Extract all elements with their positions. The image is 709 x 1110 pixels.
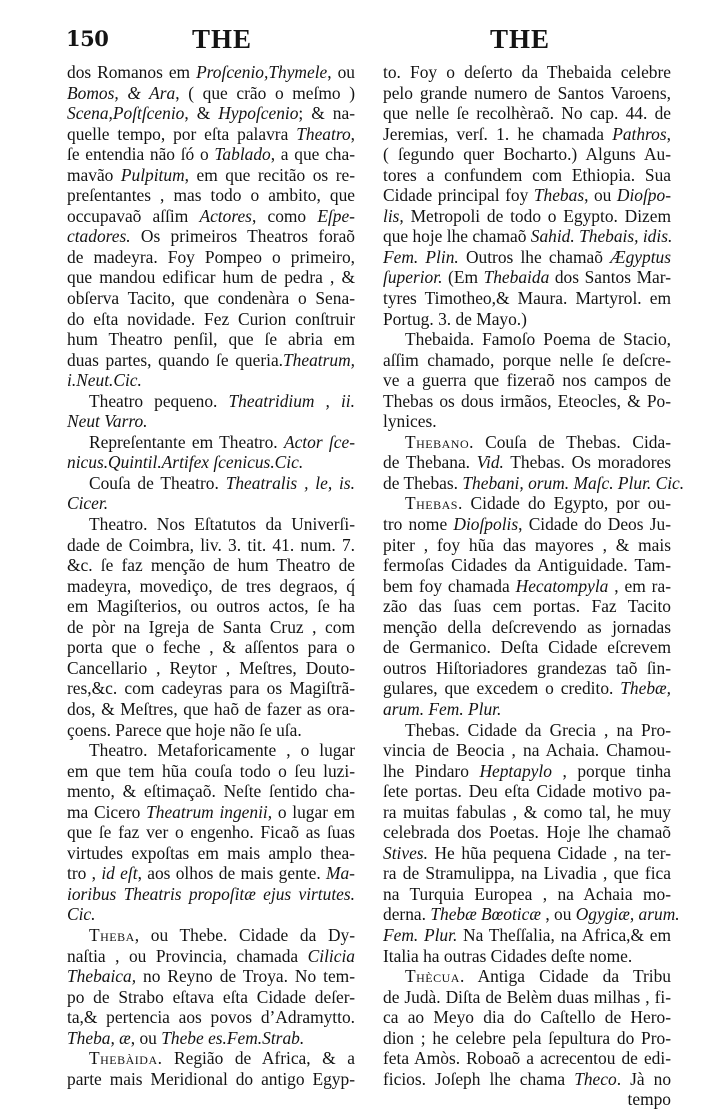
italic-text: Actores	[199, 205, 252, 226]
italic-text: Thebaida	[483, 267, 550, 288]
roman-text: feta Amòs. Roboaõ a acrecentou de edi-	[383, 1048, 671, 1069]
text-line	[67, 124, 355, 145]
roman-text: dion ; he celebre pela ſepultura do Pro-	[383, 1027, 671, 1048]
text-line	[383, 761, 671, 782]
roman-text: . Jà no	[616, 1068, 672, 1089]
roman-text: porta que o feche , & aſſentos para o	[67, 637, 355, 658]
text-line	[383, 432, 671, 453]
text-line	[383, 925, 671, 946]
roman-text: ve a guerra que fizeraõ nos campos de	[383, 370, 671, 391]
roman-text: obſerva Tacito, que condenàra o Sena-	[67, 288, 355, 309]
roman-text: de Thebas.	[383, 472, 463, 493]
italic-text: Scena,Poſtſcenio	[67, 103, 185, 124]
roman-text: , em ra-	[608, 575, 671, 596]
roman-text: occupavaõ aſſim	[67, 205, 200, 226]
roman-text: dade de Coimbra, liv. 3. tit. 41. num. 7.	[67, 534, 355, 555]
text-line	[383, 144, 671, 165]
page-number: 150	[66, 26, 109, 51]
running-head-right: THE	[490, 24, 551, 54]
italic-text: Theba, æ	[67, 1027, 131, 1048]
text-line	[67, 247, 355, 268]
roman-text: res,&c. com cadeyras para os Magiſtrã-	[67, 678, 355, 699]
text-line	[67, 1048, 355, 1069]
roman-text: tores a confundem com Ethiopia. Sua	[383, 164, 671, 185]
roman-text: Theatro. Metaforicamente , o lugar	[89, 740, 355, 761]
text-line	[67, 781, 355, 802]
text-line	[67, 103, 355, 124]
roman-text: ſe entendia não ſó o	[67, 144, 215, 165]
roman-text: Na Theſſalia, na Africa,& em	[457, 924, 671, 945]
roman-text: , ou	[584, 185, 617, 206]
text-line	[383, 493, 671, 514]
text-line	[67, 432, 355, 453]
roman-text: dos, & Meſtres, que haõ de fazer as ora-	[67, 698, 355, 719]
italic-text: Thebas	[533, 185, 585, 206]
roman-text: Região de Africa, & a	[162, 1048, 355, 1069]
left-column	[67, 62, 355, 1089]
roman-text: . Couſa de Thebas. Cida-	[469, 431, 671, 452]
roman-text: em que tem hũa couſa todo o ſeu luzi-	[67, 760, 355, 781]
roman-text: dos Romanos em	[67, 62, 197, 82]
roman-text: He hũa pequena Cidade , na ter-	[427, 842, 671, 863]
roman-text: ,	[350, 123, 355, 144]
roman-text: ca ao Meyo dia do Caſtello de Hero-	[383, 1007, 671, 1028]
catchword	[383, 1089, 671, 1110]
entry-headword: Thebàida.	[89, 1048, 163, 1069]
text-line	[67, 637, 355, 658]
italic-text: arum. Fem. Plur.	[383, 698, 502, 719]
roman-text: , ou Thebe. Cidade da Dy-	[134, 924, 355, 945]
text-line	[383, 247, 671, 268]
italic-text: Fem. Plur.	[383, 924, 458, 945]
text-line	[67, 720, 355, 741]
text-line	[67, 514, 355, 535]
text-line	[383, 165, 671, 186]
text-line	[67, 62, 355, 83]
roman-text: , porque tinha	[551, 760, 671, 781]
roman-text: celebrada dos Poetas. Hoje lhe chamaõ	[383, 822, 671, 843]
roman-text: . Cidade do Egypto, por ou-	[457, 493, 671, 514]
roman-text: Portug. 3. de Mayo.)	[383, 308, 527, 329]
text-line	[383, 781, 671, 802]
italic-text: Dioſpo-	[616, 185, 671, 206]
roman-text: de pòr na Igreja de Santa Cruz , com	[67, 616, 355, 637]
roman-text: Thebaida. Famoſo Poema de Stacio,	[405, 329, 671, 350]
roman-text: , ou	[540, 904, 576, 925]
text-line	[383, 966, 671, 987]
roman-text: Os primeiros Theatros foraõ	[130, 226, 355, 247]
italic-text: Thebani, orum. Maſc. Plur. Cic.	[462, 472, 685, 493]
roman-text: outros Hiſtoriadores grandezas taõ ſin-	[383, 657, 671, 678]
roman-text: virtudes expoſtas em mais amplo thea-	[67, 842, 355, 863]
text-line	[67, 822, 355, 843]
text-line	[383, 658, 671, 679]
text-line	[383, 822, 671, 843]
text-line	[67, 843, 355, 864]
text-line	[67, 658, 355, 679]
text-line	[67, 1069, 355, 1090]
text-line	[383, 514, 671, 535]
roman-text: Thebas. Cidade da Grecia , na Pro-	[405, 719, 671, 740]
roman-text: que ſe faz ver o engenho. Ficaõ as ſuas	[67, 822, 355, 843]
roman-text: çoens. Parece que hoje não ſe uſa.	[67, 719, 302, 740]
text-line	[67, 370, 355, 391]
italic-text: Actor ſce-	[283, 431, 355, 452]
text-line	[67, 535, 355, 556]
roman-text: po de Strabo eſtava eſta Cidade deſer-	[67, 986, 355, 1007]
text-line	[67, 329, 355, 350]
text-line	[67, 925, 355, 946]
roman-text: em Magiſterios, ou outros actos, ſe ha	[67, 596, 355, 617]
text-line	[67, 576, 355, 597]
text-line	[67, 761, 355, 782]
text-line	[383, 863, 671, 884]
text-line	[383, 370, 671, 391]
roman-text: Repreſentante em Theatro.	[89, 431, 284, 452]
roman-text: ; & na-	[298, 103, 355, 124]
text-line	[67, 740, 355, 761]
italic-text: Hecatompyla	[515, 575, 609, 596]
roman-text: parte mais Meridional do antigo Egyp-	[67, 1068, 355, 1089]
roman-text: bem foy chamada	[383, 575, 516, 596]
italic-text: Thebæ Bœoticæ	[430, 904, 541, 925]
italic-text: Theatrum ingenii	[146, 801, 268, 822]
roman-text: Thebas os dous irmãos, Eteocles, & Po-	[383, 390, 671, 411]
italic-text: Thebæ,	[620, 678, 671, 699]
entry-headword: Thècua	[405, 966, 460, 987]
roman-text: mento, & eſtimaçaõ. Neſte ſentido cha-	[67, 781, 355, 802]
roman-text: ,	[666, 123, 671, 144]
text-line	[383, 472, 685, 494]
roman-text: Jeremias, verſ. 1. he chamada	[383, 123, 613, 144]
italic-text: ctadores.	[67, 226, 131, 247]
roman-text: Italia ha outras Cidades deſte nome.	[383, 945, 633, 966]
text-line	[383, 720, 671, 741]
roman-text: , ou	[130, 1027, 162, 1048]
roman-text: , em que recitão os re-	[184, 164, 355, 185]
text-line	[383, 843, 671, 864]
text-line	[383, 1048, 671, 1069]
italic-text: Thebe es.Fem.Strab.	[161, 1027, 305, 1048]
italic-text: Heptapylo	[479, 760, 552, 781]
italic-text: Fem. Plin.	[383, 246, 459, 267]
roman-text: piter , foy hũa das mayores , & mais	[383, 534, 671, 555]
roman-text: Couſa de Theatro.	[89, 472, 226, 493]
text-line	[67, 185, 355, 206]
roman-text: Theatro pequeno.	[89, 390, 229, 411]
text-line	[383, 946, 671, 967]
italic-text: Neut Varro.	[67, 411, 148, 432]
roman-text: , &	[184, 103, 219, 124]
italic-text: Sahid. Thebais, idis.	[530, 226, 673, 247]
roman-text: &c. ſe faz menção de hum Theatro de	[67, 555, 355, 576]
text-line	[67, 267, 355, 288]
right-column	[383, 62, 685, 1110]
italic-text: Ogygiæ, arum.	[575, 904, 680, 925]
text-line	[383, 288, 671, 309]
italic-text: Ma-	[326, 863, 355, 884]
italic-text: Vid.	[476, 452, 504, 473]
roman-text: no Reyno de Troya. No tem-	[136, 966, 355, 987]
text-line	[67, 617, 355, 638]
text-line	[383, 350, 671, 371]
text-line	[383, 678, 671, 699]
text-line	[383, 83, 671, 104]
roman-text: Cidade principal foy	[383, 185, 534, 206]
roman-text: Metropoli de todo o Egypto. Dizem	[403, 205, 671, 226]
text-line	[67, 83, 355, 104]
italic-text: Proſcenio,Thymele	[196, 62, 328, 82]
roman-text: ta,& pertencia aos povos d’Adramytto.	[67, 1007, 355, 1028]
text-line	[67, 165, 355, 186]
italic-text: lis,	[383, 205, 404, 226]
roman-text: , aos olhos de mais gente.	[137, 863, 326, 884]
roman-text: Theatro. Nos Eſtatutos da Univerſi-	[89, 514, 355, 535]
italic-text: Bomos, & Ara	[67, 82, 176, 103]
italic-text: Hypoſcenio	[218, 103, 299, 124]
roman-text: tro nome	[383, 514, 454, 535]
italic-text: Pathros	[612, 123, 667, 144]
roman-text: Thebas. Os moradores	[503, 452, 671, 473]
text-line	[383, 124, 671, 145]
roman-text: , o lugar em	[267, 801, 355, 822]
text-line	[383, 185, 671, 206]
italic-text: Pulpitum	[120, 164, 185, 185]
roman-text: aſſim chamado, porque nelle ſe deſcre-	[383, 349, 671, 370]
text-line	[67, 226, 355, 247]
roman-text: , a que cha-	[270, 144, 355, 165]
text-line	[67, 863, 355, 884]
roman-text: pelo grande numero de Santos Varoens,	[383, 82, 671, 103]
roman-text: de madeyra. Foy Pompeo o primeiro,	[67, 246, 355, 267]
roman-text: tyres Timotheo,& Maura. Martyrol. em	[383, 288, 671, 309]
roman-text: menção della deſcrevendo as jornadas	[383, 616, 671, 637]
italic-text: Cicer.	[67, 493, 109, 514]
text-line	[383, 740, 671, 761]
text-line	[383, 226, 671, 247]
text-line	[67, 288, 355, 309]
roman-text: hum Theatro penſil, que ſe abria em	[67, 329, 355, 350]
text-line	[67, 473, 355, 494]
italic-text: Theatro	[296, 123, 351, 144]
text-line	[67, 1007, 355, 1028]
italic-text: ioribus Theatris propoſitæ ejus virtutes.	[67, 883, 355, 904]
roman-text: to. Foy o deſerto da Thebaida celebre	[383, 62, 671, 82]
text-line	[383, 884, 671, 905]
text-line	[67, 350, 355, 371]
roman-text: vincia de Beocia , na Achaia. Chamou-	[383, 740, 671, 761]
text-line	[383, 987, 671, 1008]
italic-text: Stives.	[383, 842, 428, 863]
roman-text: lhe Pindaro	[383, 760, 480, 781]
italic-text: Theatridium , ii.	[228, 390, 355, 411]
text-line	[67, 391, 355, 412]
roman-text: ſete portas. Deu eſta Cidade motivo pa-	[383, 781, 671, 802]
text-line	[67, 555, 355, 576]
text-line	[67, 987, 355, 1008]
text-line	[383, 267, 671, 288]
roman-text: , como	[251, 205, 318, 226]
roman-text: , ( que crão o meſmo )	[175, 82, 355, 103]
roman-text: de Thebana.	[383, 452, 477, 473]
italic-text: Thebaica,	[67, 966, 137, 987]
text-line	[67, 206, 355, 227]
text-line	[383, 699, 671, 720]
text-line	[67, 452, 355, 473]
entry-headword: Thebas	[405, 493, 458, 514]
italic-text: Cilicia	[307, 945, 355, 966]
roman-text: tro ,	[67, 863, 102, 884]
roman-text: preſentantes , mas todo o ambito, que	[67, 185, 355, 206]
text-line	[383, 1007, 671, 1028]
text-line	[67, 699, 355, 720]
roman-text: lynices.	[383, 411, 437, 432]
italic-text: i.Neut.Cic.	[67, 370, 142, 391]
roman-text: mavão	[67, 164, 121, 185]
roman-text: que hoje lhe chamaõ	[383, 226, 531, 247]
text-line	[383, 637, 671, 658]
roman-text: gulares, que excedem o credito.	[383, 678, 621, 699]
roman-text: tempo	[627, 1089, 671, 1110]
text-line	[383, 391, 671, 412]
italic-text: Dioſpolis	[453, 514, 519, 535]
roman-text: Cancellario , Reytor , Meſtres, Douto-	[67, 657, 355, 678]
text-line	[67, 678, 355, 699]
roman-text: do eſta novidade. Fez Curion conſtruir	[67, 308, 355, 329]
running-head-left: THE	[192, 24, 253, 54]
italic-text: ſuperior.	[383, 267, 443, 288]
text-line	[67, 493, 355, 514]
text-line	[383, 103, 671, 124]
text-line	[383, 555, 671, 576]
text-line	[67, 411, 355, 432]
text-line	[67, 946, 355, 967]
roman-text: zão das ſuas cem portas. Faz Tacito	[383, 596, 671, 617]
text-line	[67, 309, 355, 330]
entry-headword: Thebano	[405, 431, 470, 452]
text-line	[383, 206, 671, 227]
roman-text: , ou	[327, 62, 355, 82]
text-line	[383, 1069, 671, 1090]
text-line	[383, 576, 671, 597]
italic-text: Tablado	[214, 144, 271, 165]
text-line	[383, 452, 671, 473]
roman-text: naſtia , ou Provincia, chamada	[67, 945, 308, 966]
italic-text: Theatrum,	[283, 349, 355, 370]
text-line	[383, 596, 671, 617]
text-line	[383, 904, 680, 925]
roman-text: ficios. Joſeph lhe chama	[383, 1068, 575, 1089]
entry-headword: Theba	[89, 924, 135, 945]
italic-text: Theco	[574, 1068, 617, 1089]
text-line	[67, 884, 355, 905]
roman-text: (Em	[442, 267, 484, 288]
text-line	[67, 144, 355, 165]
roman-text: dos Santos Mar-	[549, 267, 671, 288]
roman-text: fermoſas Cidades da Antiguidade. Tam-	[383, 555, 671, 576]
roman-text: derna.	[383, 904, 431, 925]
roman-text: . Antiga Cidade da Tribu	[459, 966, 671, 987]
roman-text: que nelle ſe recolhèraõ. No cap. 44. de	[383, 103, 671, 124]
italic-text: nicus.Quintil.Artifex ſcenicus.Cic.	[67, 452, 304, 473]
roman-text: , Cidade do Deos Ju-	[518, 514, 671, 535]
text-line	[67, 1028, 355, 1049]
roman-text: ( ſegundo quer Bocharto.) Alguns Au-	[383, 144, 671, 165]
text-line	[67, 966, 355, 987]
roman-text: quelle tempo, por eſta palavra	[67, 123, 297, 144]
roman-text: na Turquia Europea , na Achaia mo-	[383, 883, 671, 904]
roman-text: Outros lhe chamaõ	[458, 246, 611, 267]
text-line	[383, 802, 671, 823]
roman-text: madeyra, movediço, de tres degraos, q́	[67, 575, 355, 596]
italic-text: Eſpe-	[317, 205, 355, 226]
roman-text: duas partes, quando ſe queria.	[67, 349, 284, 370]
roman-text: ra muitas fabulas , & como tal, he muy	[383, 801, 671, 822]
italic-text: id eſt	[101, 863, 138, 884]
roman-text: de Judà. Diſta de Belèm duas milhas , fi-	[383, 986, 671, 1007]
italic-text: Theatralis , le, is.	[225, 472, 356, 493]
text-line	[67, 904, 355, 925]
text-line	[383, 62, 671, 83]
text-line	[383, 617, 671, 638]
roman-text: de Germanico. Deſta Cidade eſcrevem	[383, 637, 671, 658]
text-line	[383, 535, 671, 556]
text-line	[383, 329, 671, 350]
text-line	[383, 411, 671, 432]
italic-text: Ægyptus	[610, 246, 671, 267]
text-line	[383, 1028, 671, 1049]
text-line	[67, 802, 355, 823]
roman-text: que mandou edificar hum de pedra , &	[67, 267, 355, 288]
text-line	[67, 596, 355, 617]
roman-text: ma Cicero	[67, 801, 147, 822]
text-line	[383, 309, 671, 330]
roman-text: ra de Stramulippa, na Livadia , que fica	[383, 863, 671, 884]
italic-text: Cic.	[67, 904, 96, 925]
